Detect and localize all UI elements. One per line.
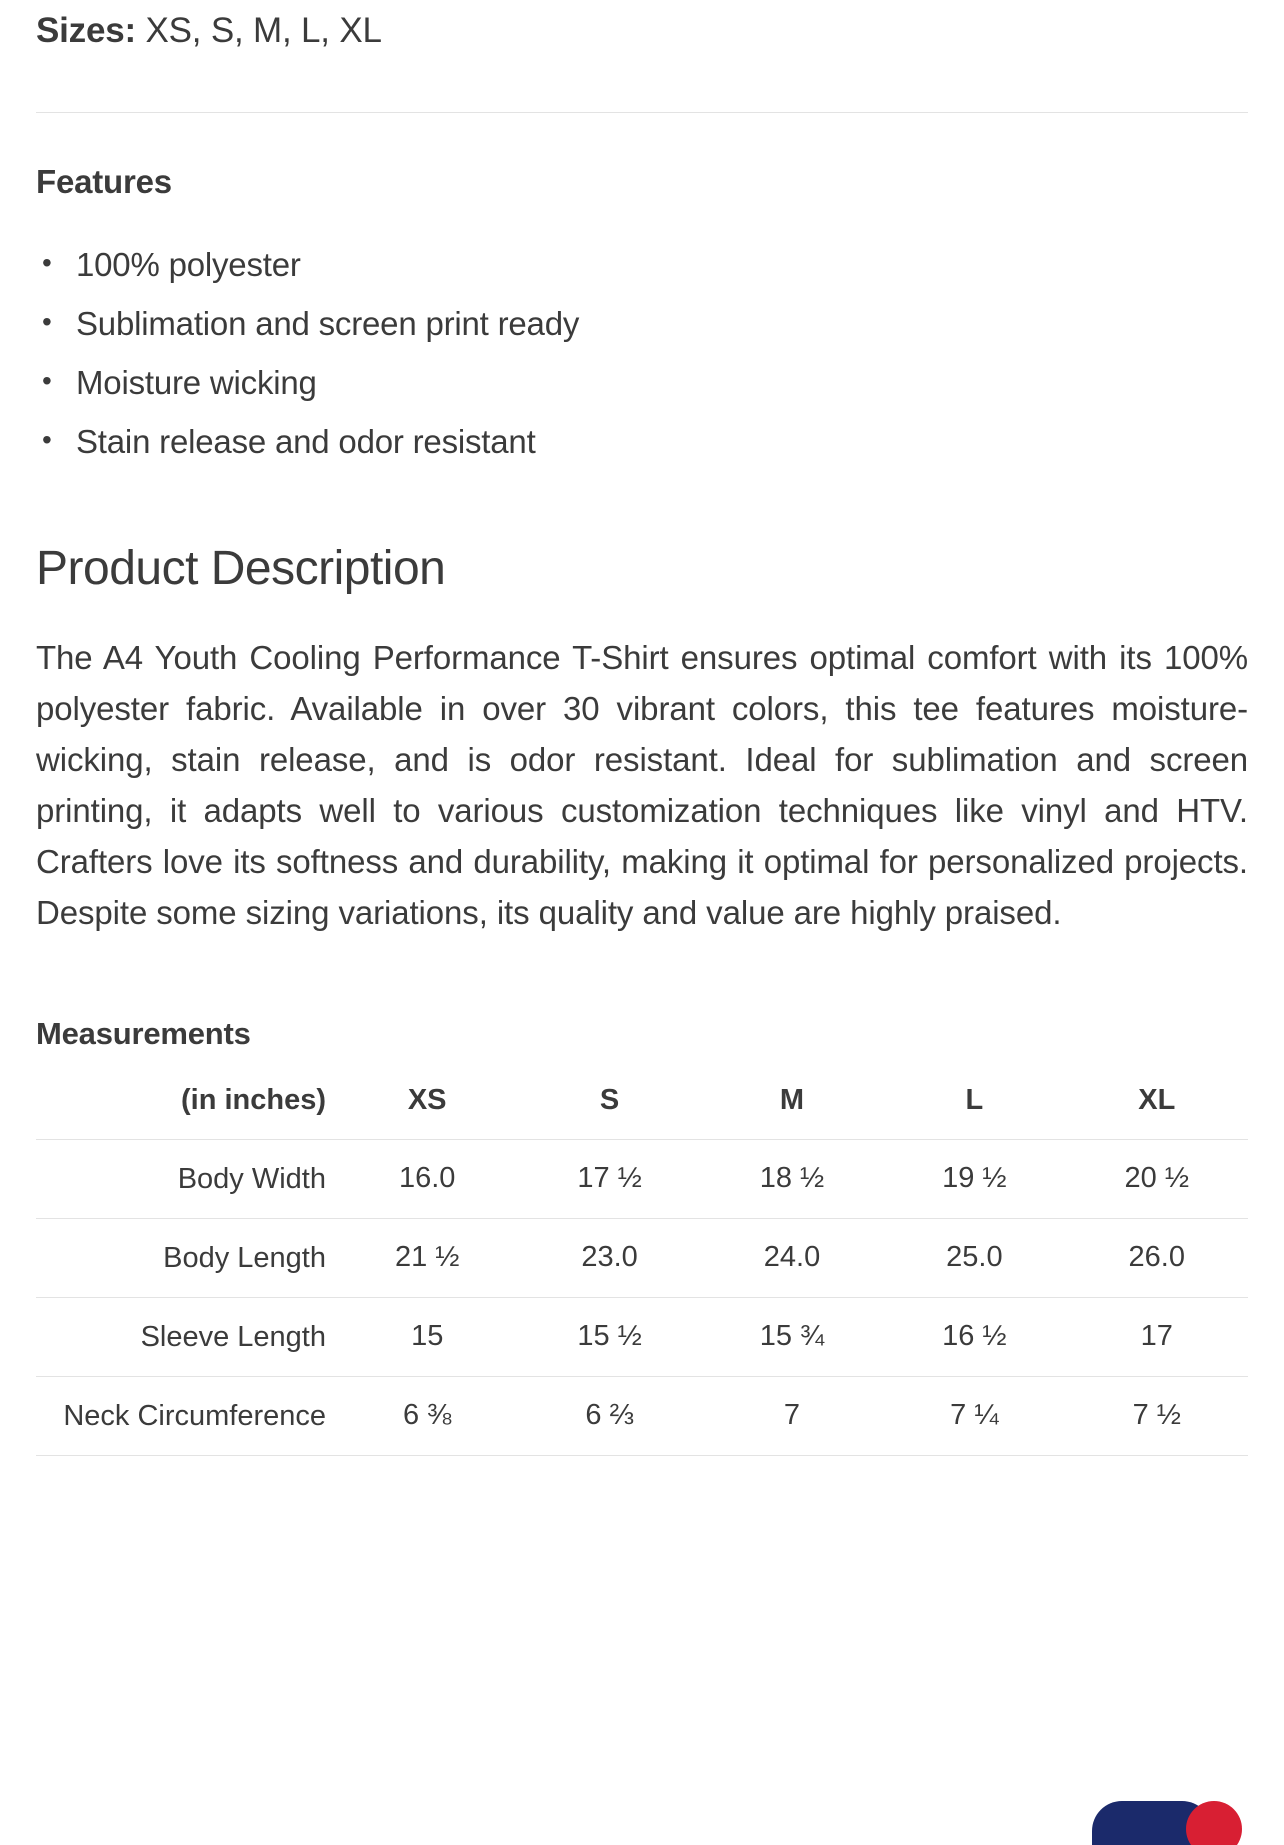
table-header <box>36 1066 1248 1140</box>
row-label: Body Length <box>163 1241 326 1274</box>
sizes-values: XS, S, M, L, XL <box>145 11 382 50</box>
table-row <box>36 1139 1248 1218</box>
cell-s: 15 ½ <box>577 1320 642 1352</box>
cell-l: 7 ¼ <box>950 1399 999 1431</box>
sizes-line <box>36 0 1248 54</box>
list-item: • 100% polyester <box>36 235 1248 294</box>
features-heading: Features <box>36 162 172 200</box>
cell-xs: 16.0 <box>398 1162 456 1194</box>
cell-s: 23.0 <box>581 1241 638 1273</box>
row-label: Neck Circumference <box>63 1399 326 1432</box>
measurements-table <box>36 1066 1248 1456</box>
column-header-xs: XS <box>407 1083 447 1116</box>
column-header-s: S <box>599 1083 620 1116</box>
cell-xl: 17 <box>1140 1320 1173 1352</box>
features-list <box>36 235 1248 471</box>
column-header-l: L <box>965 1083 984 1116</box>
table-row <box>36 1376 1248 1455</box>
cell-m: 24.0 <box>763 1241 821 1273</box>
cell-xl: 7 ½ <box>1132 1399 1181 1431</box>
cell-l: 25.0 <box>946 1241 1003 1273</box>
product-description-body: The A4 Youth Cooling Performance T-Shirt ensures optimal comfort with its 100% polyester fabric. Available in over 30 vibrant colors, this tee features moisture-wicking, stain release, and is odor resistant. Ideal for sublimation and screen printing, it adapts well to various customization techniques like vinyl and HTV. Crafters love its softness and durability, making it optimal for personalized projects. Despite some sizing variations, its quality and value are highly praised. <box>36 638 1248 931</box>
cell-m: 15 ¾ <box>759 1320 825 1352</box>
cell-s: 6 ⅔ <box>585 1399 634 1431</box>
column-header-xl: XL <box>1138 1083 1176 1116</box>
table-row <box>36 1297 1248 1376</box>
cell-xs: 15 <box>411 1320 444 1352</box>
cell-l: 16 ½ <box>942 1320 1007 1352</box>
product-description-heading: Product Description <box>36 541 446 595</box>
brand-badge-icon <box>1092 1769 1242 1845</box>
cell-xl: 26.0 <box>1128 1241 1185 1273</box>
table-row <box>36 1218 1248 1297</box>
cell-m: 18 ½ <box>759 1162 825 1194</box>
list-item: • Moisture wicking <box>36 353 1248 412</box>
badge-red-shape <box>1186 1801 1242 1845</box>
cell-l: 19 ½ <box>942 1162 1007 1194</box>
section-divider <box>36 112 1248 113</box>
cell-s: 17 ½ <box>577 1162 642 1194</box>
cell-xs: 21 ½ <box>394 1241 460 1273</box>
measurements-heading: Measurements <box>36 1015 251 1051</box>
table-header-row <box>36 1066 1248 1140</box>
cell-m: 7 <box>783 1399 801 1431</box>
list-item: • Stain release and odor resistant <box>36 412 1248 471</box>
row-label: Body Width <box>177 1162 326 1195</box>
table-body <box>36 1139 1248 1455</box>
row-label: Sleeve Length <box>140 1320 326 1353</box>
cell-xs: 6 ⅜ <box>403 1399 452 1431</box>
column-header-m: M <box>779 1083 805 1116</box>
column-header-unit: (in inches) <box>180 1083 326 1116</box>
list-item: • Sublimation and screen print ready <box>36 294 1248 353</box>
cell-xl: 20 ½ <box>1124 1162 1190 1194</box>
sizes-label: Sizes: <box>36 11 136 50</box>
